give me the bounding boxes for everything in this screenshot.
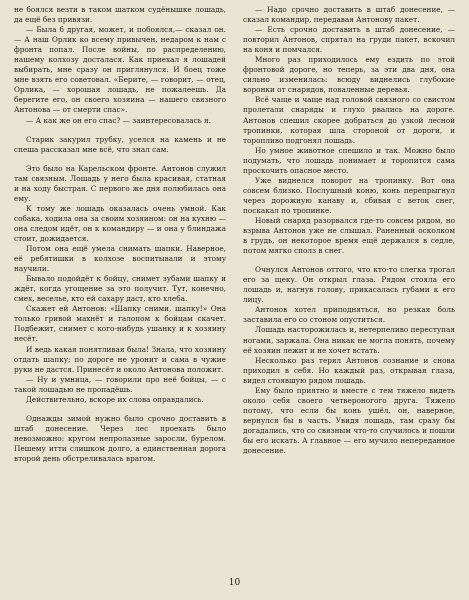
paragraph: Старик закурил трубку, уселся на камень и не спеша рассказал мне всё, что знал сам. <box>14 134 226 154</box>
paragraph: — Есть срочно доставить в штаб донесение, — повторил Антонов, спрятал на груди пакет, вскочил на коня и помчался. <box>243 25 455 55</box>
paragraph: Новый снаряд разорвался где-то совсем рядом, но взрыва Антонов уже не слышал. Раненный осколком в грудь, он некоторое время ещё держался в седле, потом мягко сполз в снег. <box>243 215 455 256</box>
paragraph: Ему было приятно и вместе с тем тяжело видеть около себя своего четвероногого друга. Тяжело потому, что если бы конь ушёл, он, наверное, вернулся бы в часть. Увидя лошадь, там сразу бы догадались, что со связным что-то случилось и пошли бы его искать. А главное — его мучило непереданное донесение. <box>243 385 455 456</box>
paragraph: Несколько раз терял Антонов сознание и снова приходил в себя. Но каждый раз, открывая глаза, видел стоявшую рядом лошадь. <box>243 355 455 385</box>
paragraph: Антонов хотел приподняться, но резкая боль заставила его со стоном опуститься. <box>243 305 455 325</box>
paragraph: Лошадь насторожилась и, нетерпеливо переступая ногами, заржала. Она никак не могла понять, почему её хозяин лежит и не хочет встать. <box>243 325 455 355</box>
paragraph: И ведь какая понятливая была! Знала, что хозяину отдать шапку; по дороге не уронит и сама в чужие руки не дастся. Принесёт и около Антонова положит. <box>14 344 226 374</box>
paragraph: не боялся везти в таком шатком судёнышке лошадь, да ещё без привязи. <box>14 5 226 25</box>
text-columns <box>14 5 455 570</box>
paragraph: К тому же лошадь оказалась очень умной. Как собака, ходила она за своим хозяином: он на кухню — она следом идёт, он к командиру — и она у блиндажа стоит, дожидается. <box>14 203 226 243</box>
paragraph: — Надо срочно доставить в штаб донесение, — сказал командир, передавая Антонову пакет. <box>243 5 455 25</box>
paragraph: Бывало подойдёт к бойцу, снимет зубами шапку и ждёт, когда угощение за это получит. Тут, конечно, смех, веселье, кто ей сахару даст, кто хлеба. <box>14 274 226 304</box>
paragraph: — Ну и умница, — говорили про неё бойцы, — с такой лошадью не пропадёшь. <box>14 374 226 394</box>
paragraph: Уже виднелся поворот на тропинку. Вот она совсем близко. Послушный коню, конь перепрыгнул через дорожную канаву и, сбивая с веток снег, поскакал по тропинке. <box>243 175 455 215</box>
right-column <box>243 5 455 570</box>
paragraph: Скажет ей Антонов: «Шапку сними, шапку!» Она только гривой махнёт и галопом к бойцам скачет. Подбежит, снимет с кого-нибудь ушанку и к хозяину несёт. <box>14 304 226 344</box>
paragraph: Очнулся Антонов оттого, что кто-то слегка трогал его за щеку. Он открыл глаза. Рядом стояла его лошадь и, нагнув голову, прикасалась губами к его лицу. <box>243 265 455 305</box>
left-column <box>14 5 226 570</box>
paragraph: — А как же он его спас? — заинтересовалась я. <box>26 115 211 125</box>
paragraph: Всё чаще и чаще над головой связного со свистом пролетали снаряды и глухо рвались на дороге. Антонов спешил скорее добраться до узкой лесной тропинки, которая шла стороной от дороги, и торопливо подгонял лошадь. <box>243 95 455 145</box>
paragraph: Потом она ещё умела снимать шапки. Наверное, её ребятишки в колхозе воспитывали и этому научили. <box>14 244 226 274</box>
paragraph: Однажды зимой нужно было срочно доставить в штаб донесение. Через лес проехать было невозможно: кругом непролазные заросли, бурелом. Пешему итти слишком долго, а единственная дорога второй день обстреливалась врагом. <box>14 413 226 463</box>
paragraph: Это было на Карельском фронте. Антонов служил там связным. Лошадь у него была красивая, статная и на ходу быстрая. С первого же дня полюбилась она ему. <box>14 163 226 203</box>
paragraph: Действительно, вскоре их слова оправдались. <box>26 394 204 404</box>
page-number: 10 <box>228 578 241 588</box>
paragraph: Но умное животное спешило и так. Можно было подумать, что лошадь понимает и торопится сама проскочить опасное место. <box>243 145 455 175</box>
paragraph: — Была б другая, может, и побоялся,— сказал он. — А наш Орлик ко всему привычен, недаром к нам с фронта попал. После войны, по распределению, нашему колхозу досталася. Как приехал я лошадей выбирать, мне сразу он приглянулся. И боец тоже мне взять его советовал. «Берите, — говорит, — отец, Орлика, — хорошая лошадь, не пожалеешь. Да берегите его, он своего хозяина — нашего связного Антонова — от смерти спас». <box>14 25 226 115</box>
paragraph: Много раз приходилось ему ездить по этой фронтовой дороге, но теперь, за эти два дня, она сильно изменилась: всюду виднелись глубокие воронки от снарядов, поваленные деревья. <box>243 55 455 95</box>
